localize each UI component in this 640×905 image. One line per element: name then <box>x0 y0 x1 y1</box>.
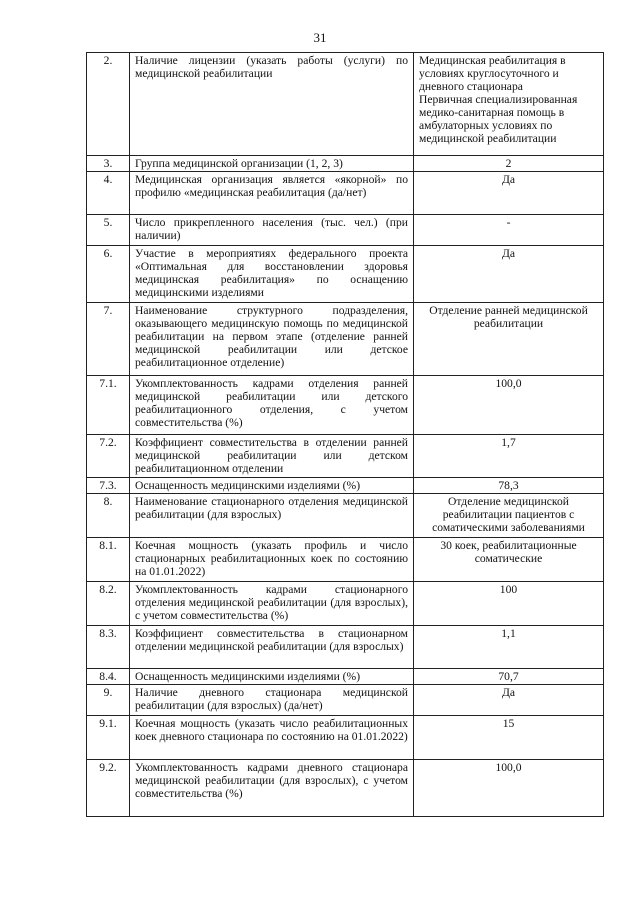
row-value <box>414 669 604 685</box>
row-value <box>414 156 604 172</box>
value-line: 2 <box>505 157 512 170</box>
row-number: 8. <box>87 494 130 538</box>
value-line: 1,1 <box>501 627 516 640</box>
row-description: Наличие дневного стационара медицинской реабилитации (для взрослых) (да/нет) <box>130 685 414 716</box>
row-description: Коэффициент совместительства в стационарном отделении медицинской реабилитации (для взрослых) <box>130 626 414 669</box>
table-row <box>87 435 604 478</box>
row-number: 9. <box>87 685 130 716</box>
row-number: 2. <box>87 53 130 156</box>
row-value <box>414 172 604 215</box>
table-row <box>87 303 604 376</box>
row-value <box>414 538 604 582</box>
table-row <box>87 716 604 760</box>
rehabilitation-info-table <box>86 52 604 817</box>
table-row <box>87 246 604 303</box>
value-line: 30 коек, реабилитационные соматические <box>440 539 577 565</box>
row-value <box>414 53 604 156</box>
row-value <box>414 435 604 478</box>
table-row <box>87 494 604 538</box>
table-row <box>87 156 604 172</box>
row-number: 5. <box>87 215 130 246</box>
value-line: 70,7 <box>498 670 519 683</box>
row-description: Коечная мощность (указать профиль и число стационарных реабилитационных коек по состоянию на 01.01.2022) <box>130 538 414 582</box>
value-line: 15 <box>502 717 515 730</box>
table-row <box>87 376 604 435</box>
row-number: 7.3. <box>87 478 130 494</box>
row-description: Наименование структурного подразделения, оказывающего медицинскую помощь по медицинской реабилитации на первом этапе (отделение ранней медицинской реабилитации или детское реабилитационное отделение) <box>130 303 414 376</box>
table-row <box>87 53 604 156</box>
row-description: Медицинская организация является «якорной» по профилю «медицинская реабилитация (да/нет) <box>130 172 414 215</box>
row-number: 7.2. <box>87 435 130 478</box>
value-line: 100 <box>499 583 518 596</box>
row-description: Оснащенность медицинскими изделиями (%) <box>130 669 414 685</box>
row-value <box>414 582 604 626</box>
row-description: Число прикрепленного населения (тыс. чел.) (при наличии) <box>130 215 414 246</box>
page-number: 31 <box>313 30 327 45</box>
row-description: Наличие лицензии (указать работы (услуги) по медицинской реабилитации <box>130 53 414 156</box>
value-line: - <box>506 216 511 229</box>
table-row <box>87 626 604 669</box>
row-description: Участие в мероприятиях федерального проекта «Оптимальная для восстановлении здоровья медицинская реабилитация» по оснащению медицинскими изделиями <box>130 246 414 303</box>
value-line: Медицинская реабилитация в условиях круглосуточного и дневного стационара <box>419 54 566 93</box>
value-line: Да <box>501 173 516 186</box>
value-line: 1,7 <box>501 436 516 449</box>
value-line: 78,3 <box>498 479 519 492</box>
row-number: 8.1. <box>87 538 130 582</box>
table-row <box>87 582 604 626</box>
value-line: Отделение медицинской реабилитации пациентов с соматическими заболеваниями <box>432 495 585 534</box>
value-line: Первичная специализированная медико-санитарная помощь в амбулаторных условиях по медицинской реабилитации <box>419 93 578 145</box>
row-value <box>414 246 604 303</box>
value-line: Да <box>501 247 516 260</box>
row-value <box>414 478 604 494</box>
row-number: 7.1. <box>87 376 130 435</box>
row-value <box>414 760 604 817</box>
row-number: 8.3. <box>87 626 130 669</box>
row-number: 7. <box>87 303 130 376</box>
row-description: Укомплектованность кадрами стационарного отделения медицинской реабилитации (для взрослых), с учетом совместительства (%) <box>130 582 414 626</box>
row-description: Коечная мощность (указать число реабилитационных коек дневного стационара по состоянию на 01.01.2022) <box>130 716 414 760</box>
row-value <box>414 303 604 376</box>
row-number: 6. <box>87 246 130 303</box>
table-row <box>87 478 604 494</box>
row-description: Коэффициент совместительства в отделении ранней медицинской реабилитации или детском реабилитационном отделении <box>130 435 414 478</box>
row-description: Оснащенность медицинскими изделиями (%) <box>130 478 414 494</box>
row-number: 8.4. <box>87 669 130 685</box>
table-row <box>87 215 604 246</box>
row-number: 3. <box>87 156 130 172</box>
value-line: 100,0 <box>495 761 522 774</box>
row-value <box>414 215 604 246</box>
row-description: Укомплектованность кадрами отделения ранней медицинской реабилитации или детского реабилитационного отделения, с учетом совместительства (%) <box>130 376 414 435</box>
row-description: Наименование стационарного отделения медицинской реабилитации (для взрослых) <box>130 494 414 538</box>
row-description: Группа медицинской организации (1, 2, 3) <box>130 156 414 172</box>
row-value <box>414 685 604 716</box>
table-body <box>87 53 604 817</box>
table-row <box>87 669 604 685</box>
row-value <box>414 494 604 538</box>
table-row <box>87 760 604 817</box>
row-value <box>414 376 604 435</box>
row-number: 4. <box>87 172 130 215</box>
value-line: 100,0 <box>495 377 522 390</box>
row-value <box>414 716 604 760</box>
row-value <box>414 626 604 669</box>
row-number: 9.2. <box>87 760 130 817</box>
table-row <box>87 685 604 716</box>
value-line: Да <box>501 686 516 699</box>
row-description: Укомплектованность кадрами дневного стационара медицинской реабилитации (для взрослых), с учетом совместительства (%) <box>130 760 414 817</box>
table-row <box>87 172 604 215</box>
row-number: 8.2. <box>87 582 130 626</box>
value-line: Отделение ранней медицинской реабилитации <box>429 304 588 330</box>
row-number: 9.1. <box>87 716 130 760</box>
table-row <box>87 538 604 582</box>
